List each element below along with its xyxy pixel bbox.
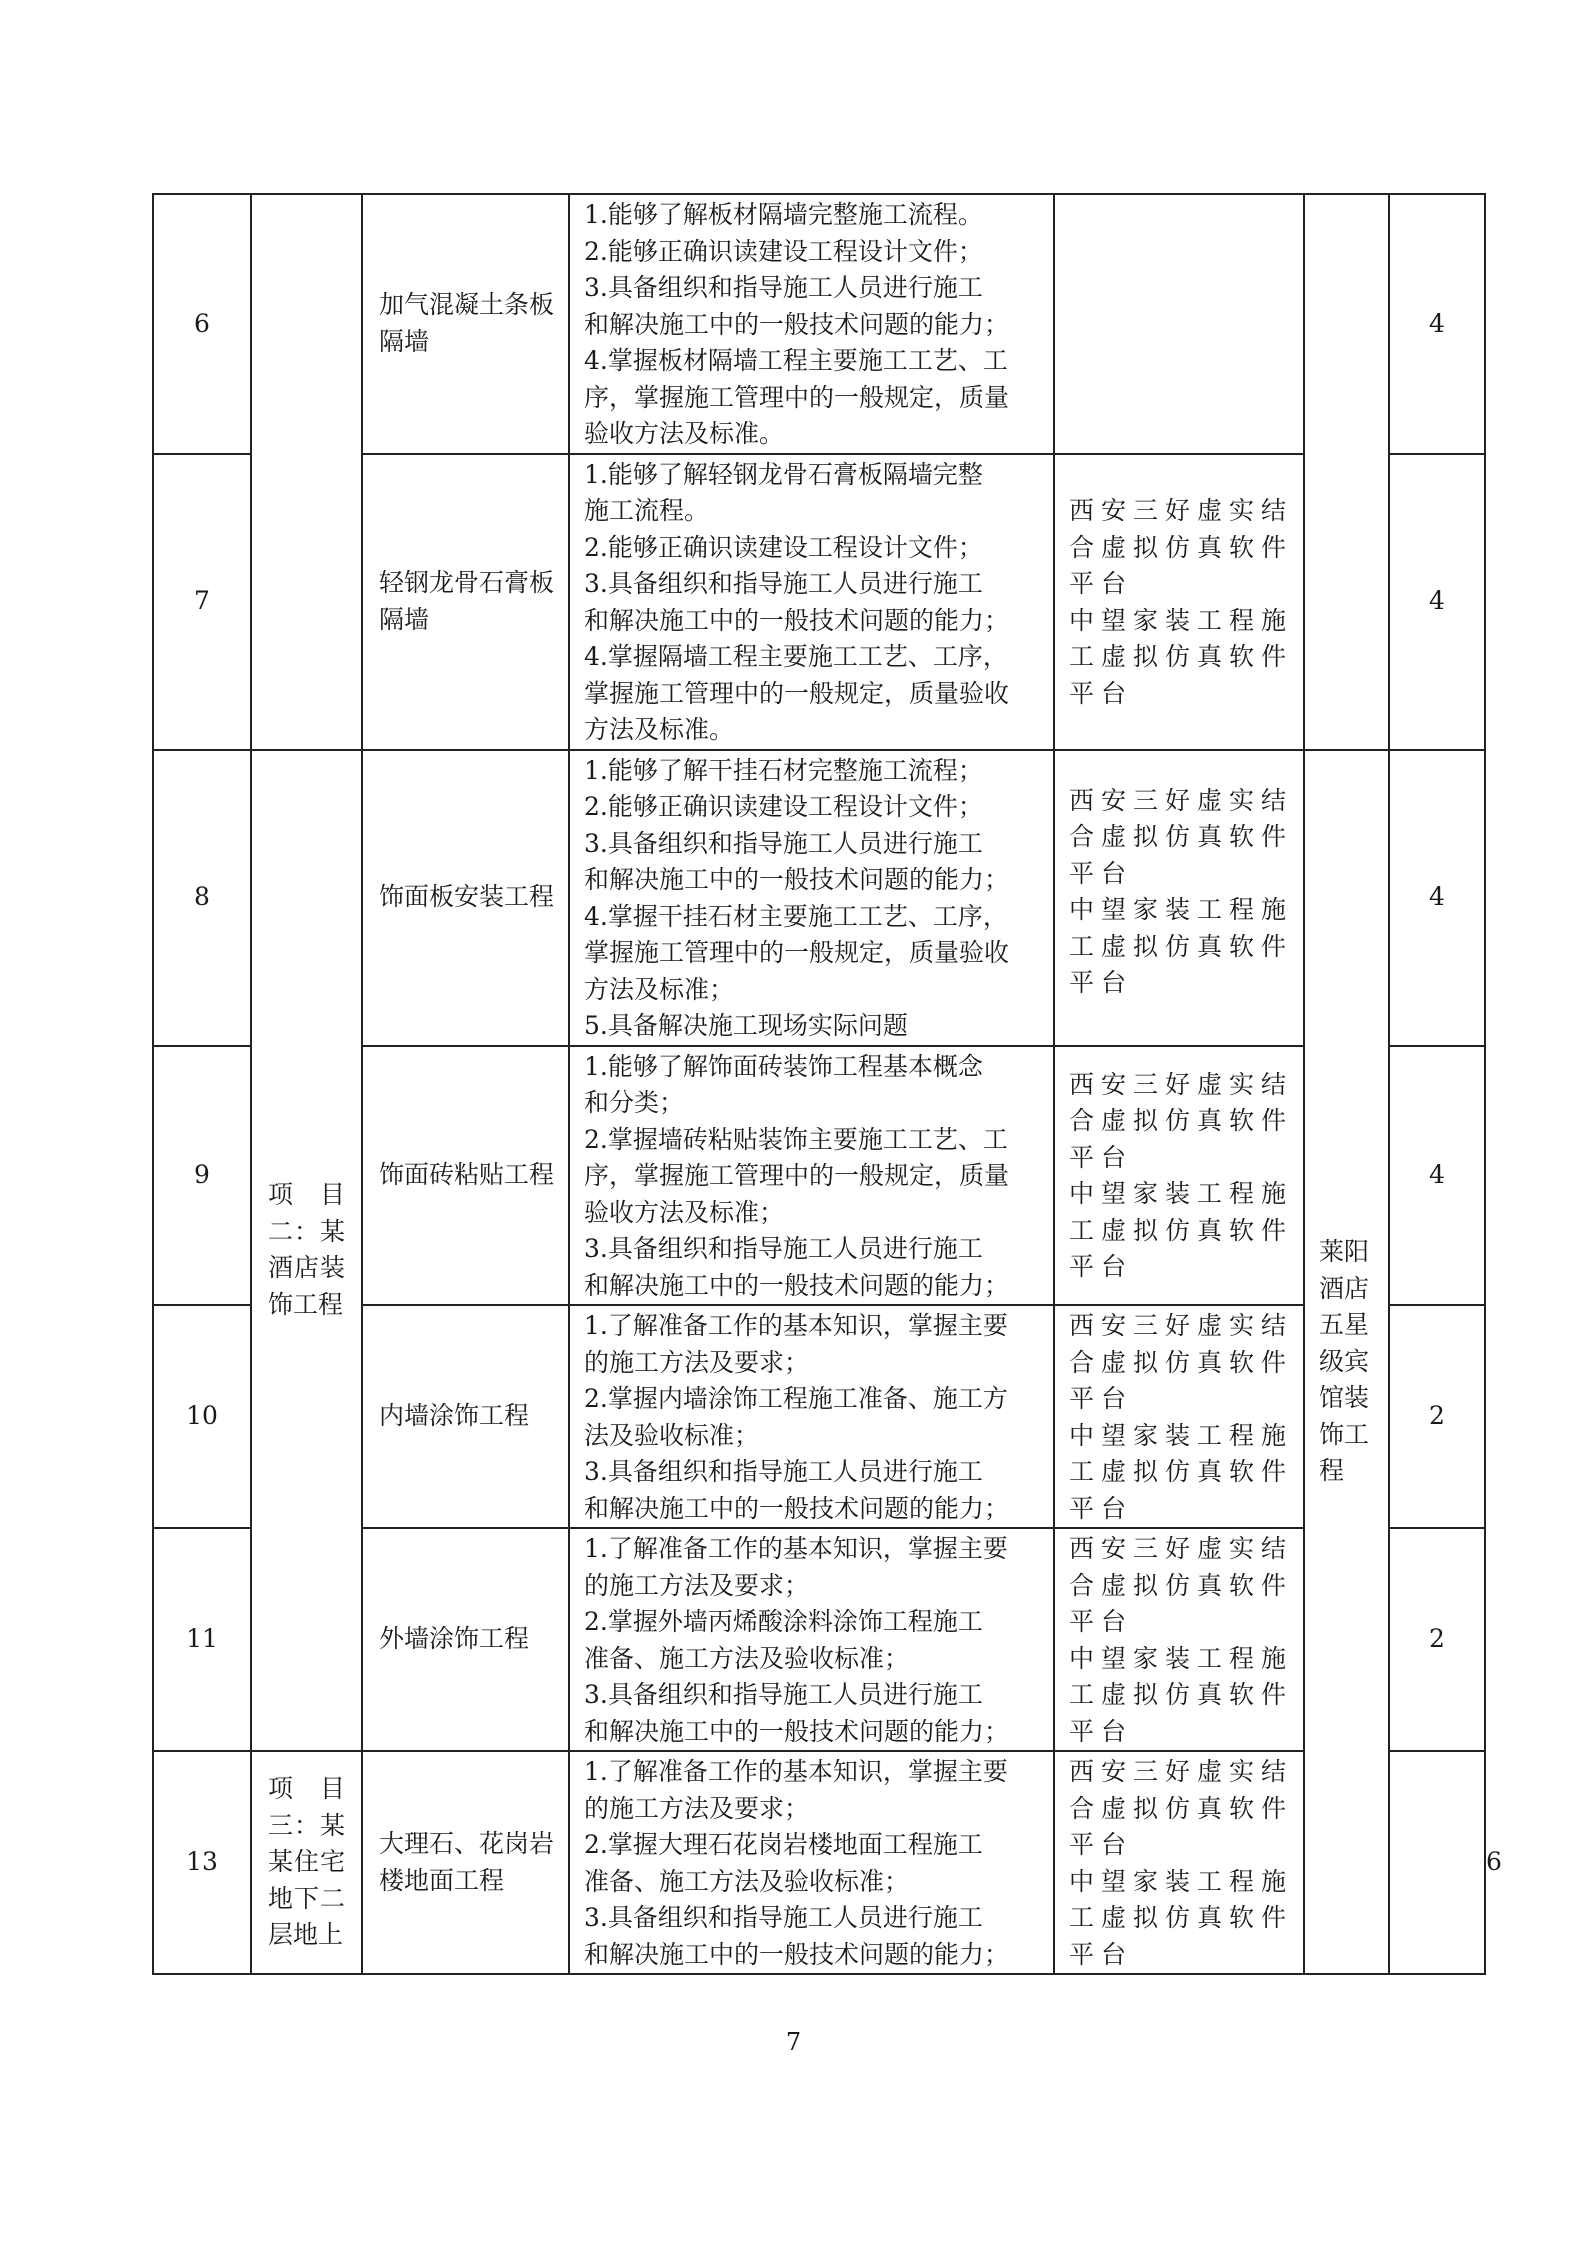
- table-row: 13 项目 三：某某住宅地下二层地上 大理石、花岗岩楼地面工程 1.了解准备工作的基本知识，掌握主要 的施工方法及要求； 2.掌握大理石花岗岩楼地面工程施工 准备、施工方法及验收标准； 3.具备组织和指导施工人员进行施工 和解决施工中的一般技术问题的能力； 西安三好虚实结 合虚拟仿真软件 平台 中望家装工程施 工虚拟仿真软件 平台 6: [153, 1751, 1485, 1974]
- row-number: 6: [153, 194, 251, 454]
- task-hours: 4: [1389, 454, 1485, 750]
- task-name: 饰面砖粘贴工程: [362, 1046, 569, 1306]
- task-name: 加气混凝土条板隔墙: [362, 194, 569, 454]
- task-requirements: 1.能够了解饰面砖装饰工程基本概念 和分类； 2.掌握墙砖粘贴装饰主要施工工艺、工 序，掌握施工管理中的一般规定，质量 验收方法及标准； 3.具备组织和指导施工人员进行施工 和解决施工中的一般技术问题的能力；: [569, 1046, 1054, 1306]
- task-name: 内墙涂饰工程: [362, 1305, 569, 1528]
- task-requirements: 1.了解准备工作的基本知识，掌握主要 的施工方法及要求； 2.掌握大理石花岗岩楼地面工程施工 准备、施工方法及验收标准； 3.具备组织和指导施工人员进行施工 和解决施工中的一般技术问题的能力；: [569, 1751, 1054, 1974]
- carrier-project-cell: 莱阳酒店五星级宾馆装饰工程: [1304, 750, 1389, 1975]
- task-hours: 4: [1389, 750, 1485, 1046]
- task-hours: 4: [1389, 194, 1485, 454]
- task-software: 西安三好虚实结 合虚拟仿真软件 平台 中望家装工程施 工虚拟仿真软件 平台: [1054, 1751, 1304, 1974]
- task-name: 大理石、花岗岩楼地面工程: [362, 1751, 569, 1974]
- project-2-cell: 项 目 二：某酒店装饰工程: [251, 750, 362, 1752]
- carrier-cell-empty: [1389, 1751, 1485, 1974]
- row-number: 10: [153, 1305, 251, 1528]
- task-hours: 4: [1389, 1046, 1485, 1306]
- row-number: 7: [153, 454, 251, 750]
- row-number: 9: [153, 1046, 251, 1306]
- task-software: 西安三好虚实结 合虚拟仿真软件 平台 中望家装工程施 工虚拟仿真软件 平台: [1054, 750, 1304, 1046]
- task-requirements: 1.能够了解干挂石材完整施工流程； 2.能够正确识读建设工程设计文件； 3.具备组织和指导施工人员进行施工 和解决施工中的一般技术问题的能力； 4.掌握干挂石材主要施工工艺、工序， 掌握施工管理中的一般规定，质量验收 方法及标准； 5.具备解决施工现场实际问题: [569, 750, 1054, 1046]
- task-hours: 2: [1389, 1305, 1485, 1528]
- page-number: 7: [785, 2028, 802, 2056]
- row-number: 8: [153, 750, 251, 1046]
- task-hours: 2: [1389, 1528, 1485, 1751]
- project-cell-empty: [251, 194, 362, 750]
- task-name: 饰面板安装工程: [362, 750, 569, 1046]
- row-number: 11: [153, 1528, 251, 1751]
- task-requirements: 1.能够了解板材隔墙完整施工流程。 2.能够正确识读建设工程设计文件； 3.具备组织和指导施工人员进行施工 和解决施工中的一般技术问题的能力； 4.掌握板材隔墙工程主要施工工艺、工 序，掌握施工管理中的一般规定，质量 验收方法及标准。: [569, 194, 1054, 454]
- curriculum-table: [152, 193, 1502, 1975]
- task-software: 西安三好虚实结 合虚拟仿真软件 平台 中望家装工程施 工虚拟仿真软件 平台: [1054, 454, 1304, 750]
- project-3-cell: 项目 三：某某住宅地下二层地上: [251, 1751, 362, 1974]
- carrier-cell-empty: [1304, 194, 1389, 750]
- task-software: 西安三好虚实结 合虚拟仿真软件 平台 中望家装工程施 工虚拟仿真软件 平台: [1054, 1528, 1304, 1751]
- table-row: [153, 194, 1485, 454]
- task-requirements: 1.能够了解轻钢龙骨石膏板隔墙完整 施工流程。 2.能够正确识读建设工程设计文件； 3.具备组织和指导施工人员进行施工 和解决施工中的一般技术问题的能力； 4.掌握隔墙工程主要施工工艺、工序， 掌握施工管理中的一般规定，质量验收 方法及标准。: [569, 454, 1054, 750]
- task-software: 西安三好虚实结 合虚拟仿真软件 平台 中望家装工程施 工虚拟仿真软件 平台: [1054, 1305, 1304, 1528]
- task-software: 西安三好虚实结 合虚拟仿真软件 平台 中望家装工程施 工虚拟仿真软件 平台: [1054, 1046, 1304, 1306]
- row-number: 13: [153, 1751, 251, 1974]
- task-software: [1054, 194, 1304, 454]
- task-requirements: 1.了解准备工作的基本知识，掌握主要 的施工方法及要求； 2.掌握外墙丙烯酸涂料涂饰工程施工 准备、施工方法及验收标准； 3.具备组织和指导施工人员进行施工 和解决施工中的一般技术问题的能力；: [569, 1528, 1054, 1751]
- task-name: 外墙涂饰工程: [362, 1528, 569, 1751]
- table-row: [153, 750, 1485, 1046]
- task-name: 轻钢龙骨石膏板隔墙: [362, 454, 569, 750]
- task-requirements: 1.了解准备工作的基本知识，掌握主要 的施工方法及要求； 2.掌握内墙涂饰工程施工准备、施工方 法及验收标准； 3.具备组织和指导施工人员进行施工 和解决施工中的一般技术问题的能力；: [569, 1305, 1054, 1528]
